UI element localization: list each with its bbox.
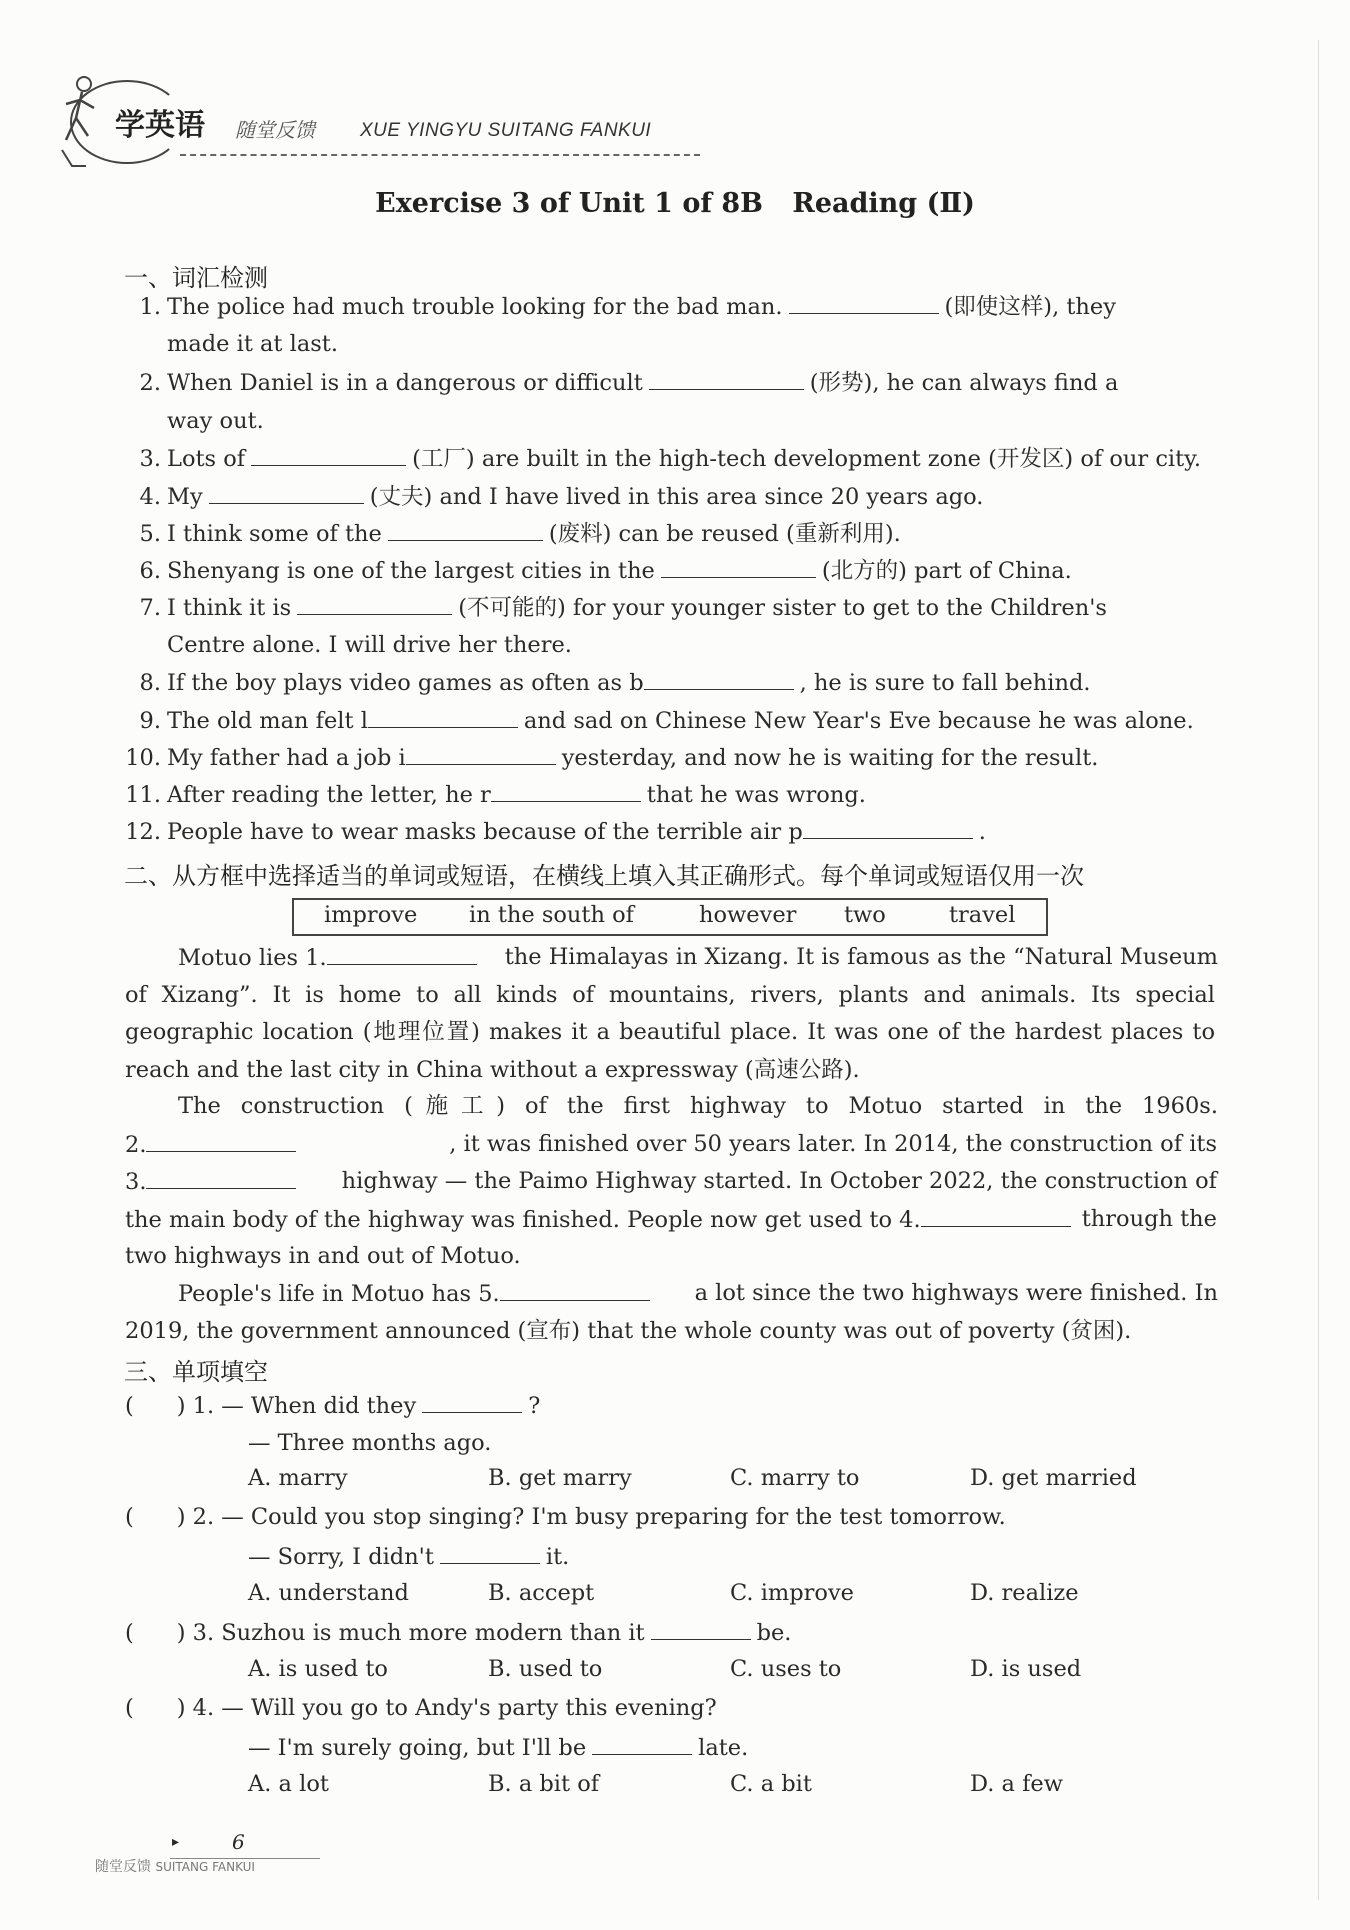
option-d[interactable]: D. realize	[970, 1580, 1079, 1606]
answer-blank[interactable]	[661, 555, 816, 578]
vocab-item-4: 4. My (丈夫) and I have lived in this area since 20 years ago.	[125, 481, 983, 512]
passage-blank-1[interactable]	[327, 942, 477, 965]
answer-blank[interactable]	[491, 779, 641, 802]
header-logo	[60, 70, 660, 180]
answer-paren[interactable]: ( )	[125, 1620, 186, 1646]
passage-line: geographic location (地理位置) makes it a beautiful place. It was one of the hardest places to	[125, 1019, 1215, 1045]
answer-blank[interactable]	[251, 443, 406, 466]
footer-label: 随堂反馈 SUITANG FANKUI	[95, 1859, 255, 1875]
option-b[interactable]: B. used to	[488, 1656, 603, 1682]
logo-underline	[180, 154, 700, 156]
section2-heading: 二、从方框中选择适当的单词或短语，在横线上填入其正确形式。每个单词或短语仅用一次	[124, 862, 1084, 890]
option-a[interactable]: A. is used to	[248, 1656, 388, 1682]
logo-chinese-title: 学英语	[115, 108, 205, 143]
mcq-question-2: ( ) 2. — Could you stop singing? I'm busy preparing for the test tomorrow.	[125, 1504, 1006, 1530]
answer-blank[interactable]	[789, 291, 939, 314]
word-bank-box	[292, 898, 1048, 936]
option-a[interactable]: A. marry	[248, 1465, 348, 1491]
answer-blank[interactable]	[368, 705, 518, 728]
mcq-question-1: ( ) 1. — When did they ?	[125, 1390, 540, 1421]
mcq-question-1-reply: — Three months ago.	[248, 1430, 492, 1456]
vocab-item-12: 12. People have to wear masks because of the terrible air p .	[125, 816, 986, 847]
option-a[interactable]: A. a lot	[248, 1771, 329, 1797]
answer-blank[interactable]	[209, 481, 364, 504]
answer-blank[interactable]	[297, 592, 452, 615]
passage-line: 2019, the government announced (宣布) that the whole county was out of poverty (贫困).	[125, 1318, 1132, 1344]
exercise-title: Exercise 3 of Unit 1 of 8B	[375, 188, 763, 219]
vocab-item-7-cont: Centre alone. I will drive her there.	[167, 632, 572, 658]
answer-blank[interactable]	[651, 1617, 751, 1640]
option-d[interactable]: D. a few	[970, 1771, 1064, 1797]
option-a[interactable]: A. understand	[248, 1580, 409, 1606]
answer-paren[interactable]: ( )	[125, 1393, 186, 1419]
vocab-item-9: 9. The old man felt l and sad on Chinese New Year's Eve because he was alone.	[125, 705, 1194, 736]
answer-blank[interactable]	[440, 1541, 540, 1564]
option-c[interactable]: C. improve	[730, 1580, 854, 1606]
page-edge-line	[1318, 40, 1319, 1900]
answer-blank[interactable]	[422, 1390, 522, 1413]
logo-chinese-subtitle: 随堂反馈	[235, 118, 315, 142]
vocab-item-8: 8. If the boy plays video games as often as b , he is sure to fall behind.	[125, 667, 1091, 698]
passage-blank-4[interactable]	[921, 1204, 1071, 1227]
passage-blank-5[interactable]	[500, 1278, 650, 1301]
answer-blank[interactable]	[388, 518, 543, 541]
answer-blank[interactable]	[649, 367, 804, 390]
option-b[interactable]: B. a bit of	[488, 1771, 600, 1797]
word-bank-item: however	[699, 902, 797, 928]
reading-part: Reading (Ⅱ)	[792, 188, 975, 219]
mcq-question-4-reply: — I'm surely going, but I'll be late.	[248, 1732, 748, 1763]
vocab-item-11: 11. After reading the letter, he r that he was wrong.	[125, 779, 866, 810]
section3-heading: 三、单项填空	[124, 1358, 268, 1386]
answer-blank[interactable]	[803, 816, 973, 839]
passage-line: reach and the last city in China without a expressway (高速公路).	[125, 1057, 860, 1083]
option-c[interactable]: C. uses to	[730, 1656, 842, 1682]
word-bank-item: travel	[949, 902, 1016, 928]
answer-paren[interactable]: ( )	[125, 1695, 186, 1721]
word-bank-item: improve	[324, 902, 418, 928]
vocab-item-5: 5. I think some of the (废料) can be reused (重新利用).	[125, 518, 901, 549]
page-arrow-icon: ▸	[172, 1834, 180, 1850]
word-bank-item: two	[844, 902, 886, 928]
word-bank-item: in the south of	[469, 902, 634, 928]
mcq-question-2-reply: — Sorry, I didn't it.	[248, 1541, 569, 1572]
vocab-item-3: 3. Lots of (工厂) are built in the high-tech development zone (开发区) of our city.	[125, 443, 1201, 474]
option-c[interactable]: C. a bit	[730, 1771, 812, 1797]
passage-blank-3[interactable]	[146, 1166, 296, 1189]
option-c[interactable]: C. marry to	[730, 1465, 860, 1491]
vocab-item-2: 2. When Daniel is in a dangerous or difficult (形势), he can always find a	[125, 367, 1118, 398]
logo-pinyin: XUE YINGYU SUITANG FANKUI	[360, 120, 652, 141]
passage-line: Motuo lies 1. the Himalayas in Xizang. It is famous as the “Natural Museum	[178, 944, 1218, 971]
vocab-item-10: 10. My father had a job i yesterday, and now he is waiting for the result.	[125, 742, 1098, 773]
vocab-item-6: 6. Shenyang is one of the largest cities in the (北方的) part of China.	[125, 555, 1072, 586]
answer-blank[interactable]	[644, 667, 794, 690]
section1-heading: 一、词汇检测	[124, 264, 268, 292]
passage-blank-2[interactable]	[146, 1129, 296, 1152]
passage-line: People's life in Motuo has 5. a lot since the two highways were finished. In	[178, 1280, 1218, 1307]
answer-blank[interactable]	[592, 1732, 692, 1755]
page-number: 6	[232, 1830, 245, 1854]
answer-paren[interactable]: ( )	[125, 1504, 186, 1530]
option-b[interactable]: B. get marry	[488, 1465, 632, 1491]
answer-blank[interactable]	[406, 742, 556, 765]
mcq-question-3: ( ) 3. Suzhou is much more modern than it be.	[125, 1617, 791, 1648]
option-d[interactable]: D. get married	[970, 1465, 1137, 1491]
passage-line: 2. , it was finished over 50 years later. In 2014, the construction of its	[125, 1131, 1217, 1158]
option-d[interactable]: D. is used	[970, 1656, 1082, 1682]
passage-line: 3. highway — the Paimo Highway started. In October 2022, the construction of	[125, 1168, 1217, 1195]
passage-line: two highways in and out of Motuo.	[125, 1243, 521, 1269]
mcq-question-4: ( ) 4. — Will you go to Andy's party this evening?	[125, 1695, 717, 1721]
passage-line: of Xizang”. It is home to all kinds of mountains, rivers, plants and animals. Its special	[125, 982, 1215, 1008]
vocab-item-1-cont: made it at last.	[167, 331, 338, 357]
vocab-item-1: 1. The police had much trouble looking for the bad man. (即使这样), they	[125, 291, 1217, 322]
vocab-item-2-cont: way out.	[167, 408, 264, 434]
passage-line: the main body of the highway was finished. People now get used to 4. through the	[125, 1206, 1217, 1233]
passage-line: The construction (施工) of the first highway to Motuo started in the 1960s.	[178, 1093, 1218, 1119]
page-title	[0, 188, 1350, 219]
vocab-item-7: 7. I think it is (不可能的) for your younger sister to get to the Children's	[125, 592, 1107, 623]
option-b[interactable]: B. accept	[488, 1580, 595, 1606]
